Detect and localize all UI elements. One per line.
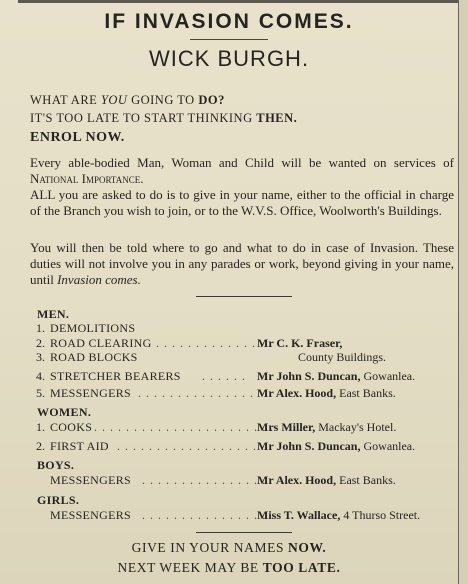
top-rule (18, 0, 458, 3)
list-item: 5. MESSENGERS . . . . . . . . . . . . . . . Mr Alex. Hood, East Banks. (36, 386, 396, 400)
list-item: 1. COOKS . . . . . . . . . . . . . . . . . . . . . . . Mrs Miller, Mackay's Hotel. (36, 420, 397, 434)
section-divider (196, 296, 292, 297)
list-item: 1. DEMOLITIONS (36, 321, 136, 335)
footer-line-2: NEXT WEEK MAY BE TOO LATE. (117, 560, 341, 575)
list-item: 4. STRETCHER BEARERS . . . . . . Mr John S. Duncan, Gowanlea. (36, 369, 416, 383)
footer-divider (196, 532, 292, 533)
footer-line-1: GIVE IN YOUR NAMES NOW. (131, 540, 327, 555)
group-girls-heading: GIRLS. (37, 493, 80, 507)
paragraph-able-bodied: Every able-bodied Man, Woman and Child will be wanted on services of National Importance. (30, 155, 454, 186)
group-women-heading: WOMEN. (37, 405, 92, 419)
paragraph-duties: You will then be told where to go and what to do in case of Invasion. These duties will not involve you in any parades or work, beyond giving in your name, until Invasion comes. (30, 240, 454, 287)
list-item: MESSENGERS . . . . . . . . . . . . . . . . Miss T. Wallace, 4 Thurso Street. (50, 508, 421, 522)
list-item: 2. FIRST AID . . . . . . . . . . . . . . . . . . . . Mr John S. Duncan, Gowanlea. (36, 439, 416, 453)
list-item: MESSENGERS . . . . . . . . . . . . . . . . Mr Alex. Hood, East Banks. (50, 473, 396, 487)
list-item: 2. ROAD CLEARING . . . . . . . . . . . . . . . . Mr C. K. Fraser, (36, 336, 343, 350)
intro-line-1: WHAT ARE YOU GOING TO DO? (30, 93, 225, 107)
group-boys-heading: BOYS. (37, 458, 75, 472)
notice-title: IF INVASION COMES. (104, 10, 354, 33)
adjacent-column-edge (458, 0, 468, 584)
title-divider (190, 39, 268, 40)
intro-line-3: ENROL NOW. (30, 130, 125, 145)
group-men-heading: MEN. (37, 307, 70, 321)
notice-subtitle: WICK BURGH. (148, 46, 310, 71)
list-item: 3. ROAD BLOCKS County Buildings. (36, 350, 387, 364)
paragraph-enrol: ALL you are asked to do is to give in your name, either to the official in charge of the Branch you wish to join, or to the W.V.S. Office, Woolworth's Buildings. (30, 187, 454, 218)
intro-line-2: IT'S TOO LATE TO START THINKING THEN. (30, 111, 298, 125)
